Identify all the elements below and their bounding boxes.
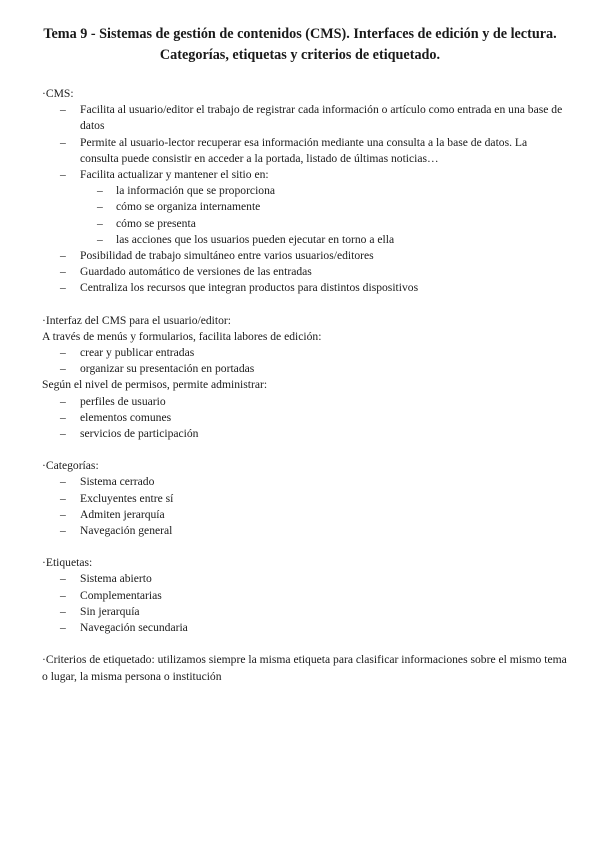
document-body (42, 86, 567, 685)
list-item-text: Facilita actualizar y mantener el sitio en: (80, 168, 269, 182)
list-item: – Admiten jerarquía (42, 507, 567, 523)
interfaz-intro-1: A través de menús y formularios, facilita labores de edición: (42, 329, 322, 343)
section-heading-interfaz: ·Interfaz del CMS para el usuario/editor: (42, 313, 231, 327)
list-item: – Centraliza los recursos que integran productos para distintos dispositivos (42, 280, 567, 296)
interfaz-list-2 (42, 394, 567, 443)
list-item: – Posibilidad de trabajo simultáneo entre varios usuarios/editores (42, 248, 567, 264)
section-heading-cms: ·CMS: (42, 87, 74, 100)
etiquetas-list (42, 571, 567, 636)
list-item: – Complementarias (42, 588, 567, 604)
sub-list-item: – cómo se organiza internamente (80, 199, 567, 215)
list-item: – Navegación general (42, 523, 567, 539)
page-title: Tema 9 - Sistemas de gestión de contenidos (CMS). Interfaces de edición y de lectura. Categorías, etiquetas y criterios de etiquetado. (43, 26, 557, 63)
list-item: – Sin jerarquía (42, 604, 567, 620)
list-item: – servicios de participación (42, 426, 567, 442)
list-item: – crear y publicar entradas (42, 345, 567, 361)
interfaz-intro-2: Según el nivel de permisos, permite administrar: (42, 378, 268, 392)
list-item: – organizar su presentación en portadas (42, 361, 567, 377)
list-item: – Excluyentes entre sí (42, 491, 567, 507)
list-item: – perfiles de usuario (42, 394, 567, 410)
sub-list-item: – las acciones que los usuarios pueden ejecutar en torno a ella (80, 232, 567, 248)
list-item (42, 167, 567, 248)
cms-list (42, 102, 567, 296)
categorias-list (42, 474, 567, 539)
list-item: – Guardado automático de versiones de las entradas (42, 264, 567, 280)
sub-list-item: – la información que se proporciona (80, 183, 567, 199)
sub-list-item: – cómo se presenta (80, 216, 567, 232)
section-heading-etiquetas: ·Etiquetas: (42, 556, 93, 570)
section-heading-categorias: ·Categorías: (42, 459, 99, 473)
list-item: – Facilita al usuario/editor el trabajo de registrar cada información o artículo como entrada en una base de datos (42, 102, 567, 134)
list-item: – Permite al usuario-lector recuperar esa información mediante una consulta a la base de datos. La consulta puede consistir en acceder a la portada, listado de últimas noticias… (42, 135, 567, 167)
list-item: – Sistema cerrado (42, 474, 567, 490)
interfaz-list-1 (42, 345, 567, 377)
list-item: – Sistema abierto (42, 571, 567, 587)
cms-sublist (80, 183, 567, 248)
list-item: – Navegación secundaria (42, 620, 567, 636)
criterios-paragraph: ·Criterios de etiquetado: utilizamos siempre la misma etiqueta para clasificar informaciones sobre el mismo tema o lugar, la misma persona o institución (42, 653, 567, 683)
list-item: – elementos comunes (42, 410, 567, 426)
